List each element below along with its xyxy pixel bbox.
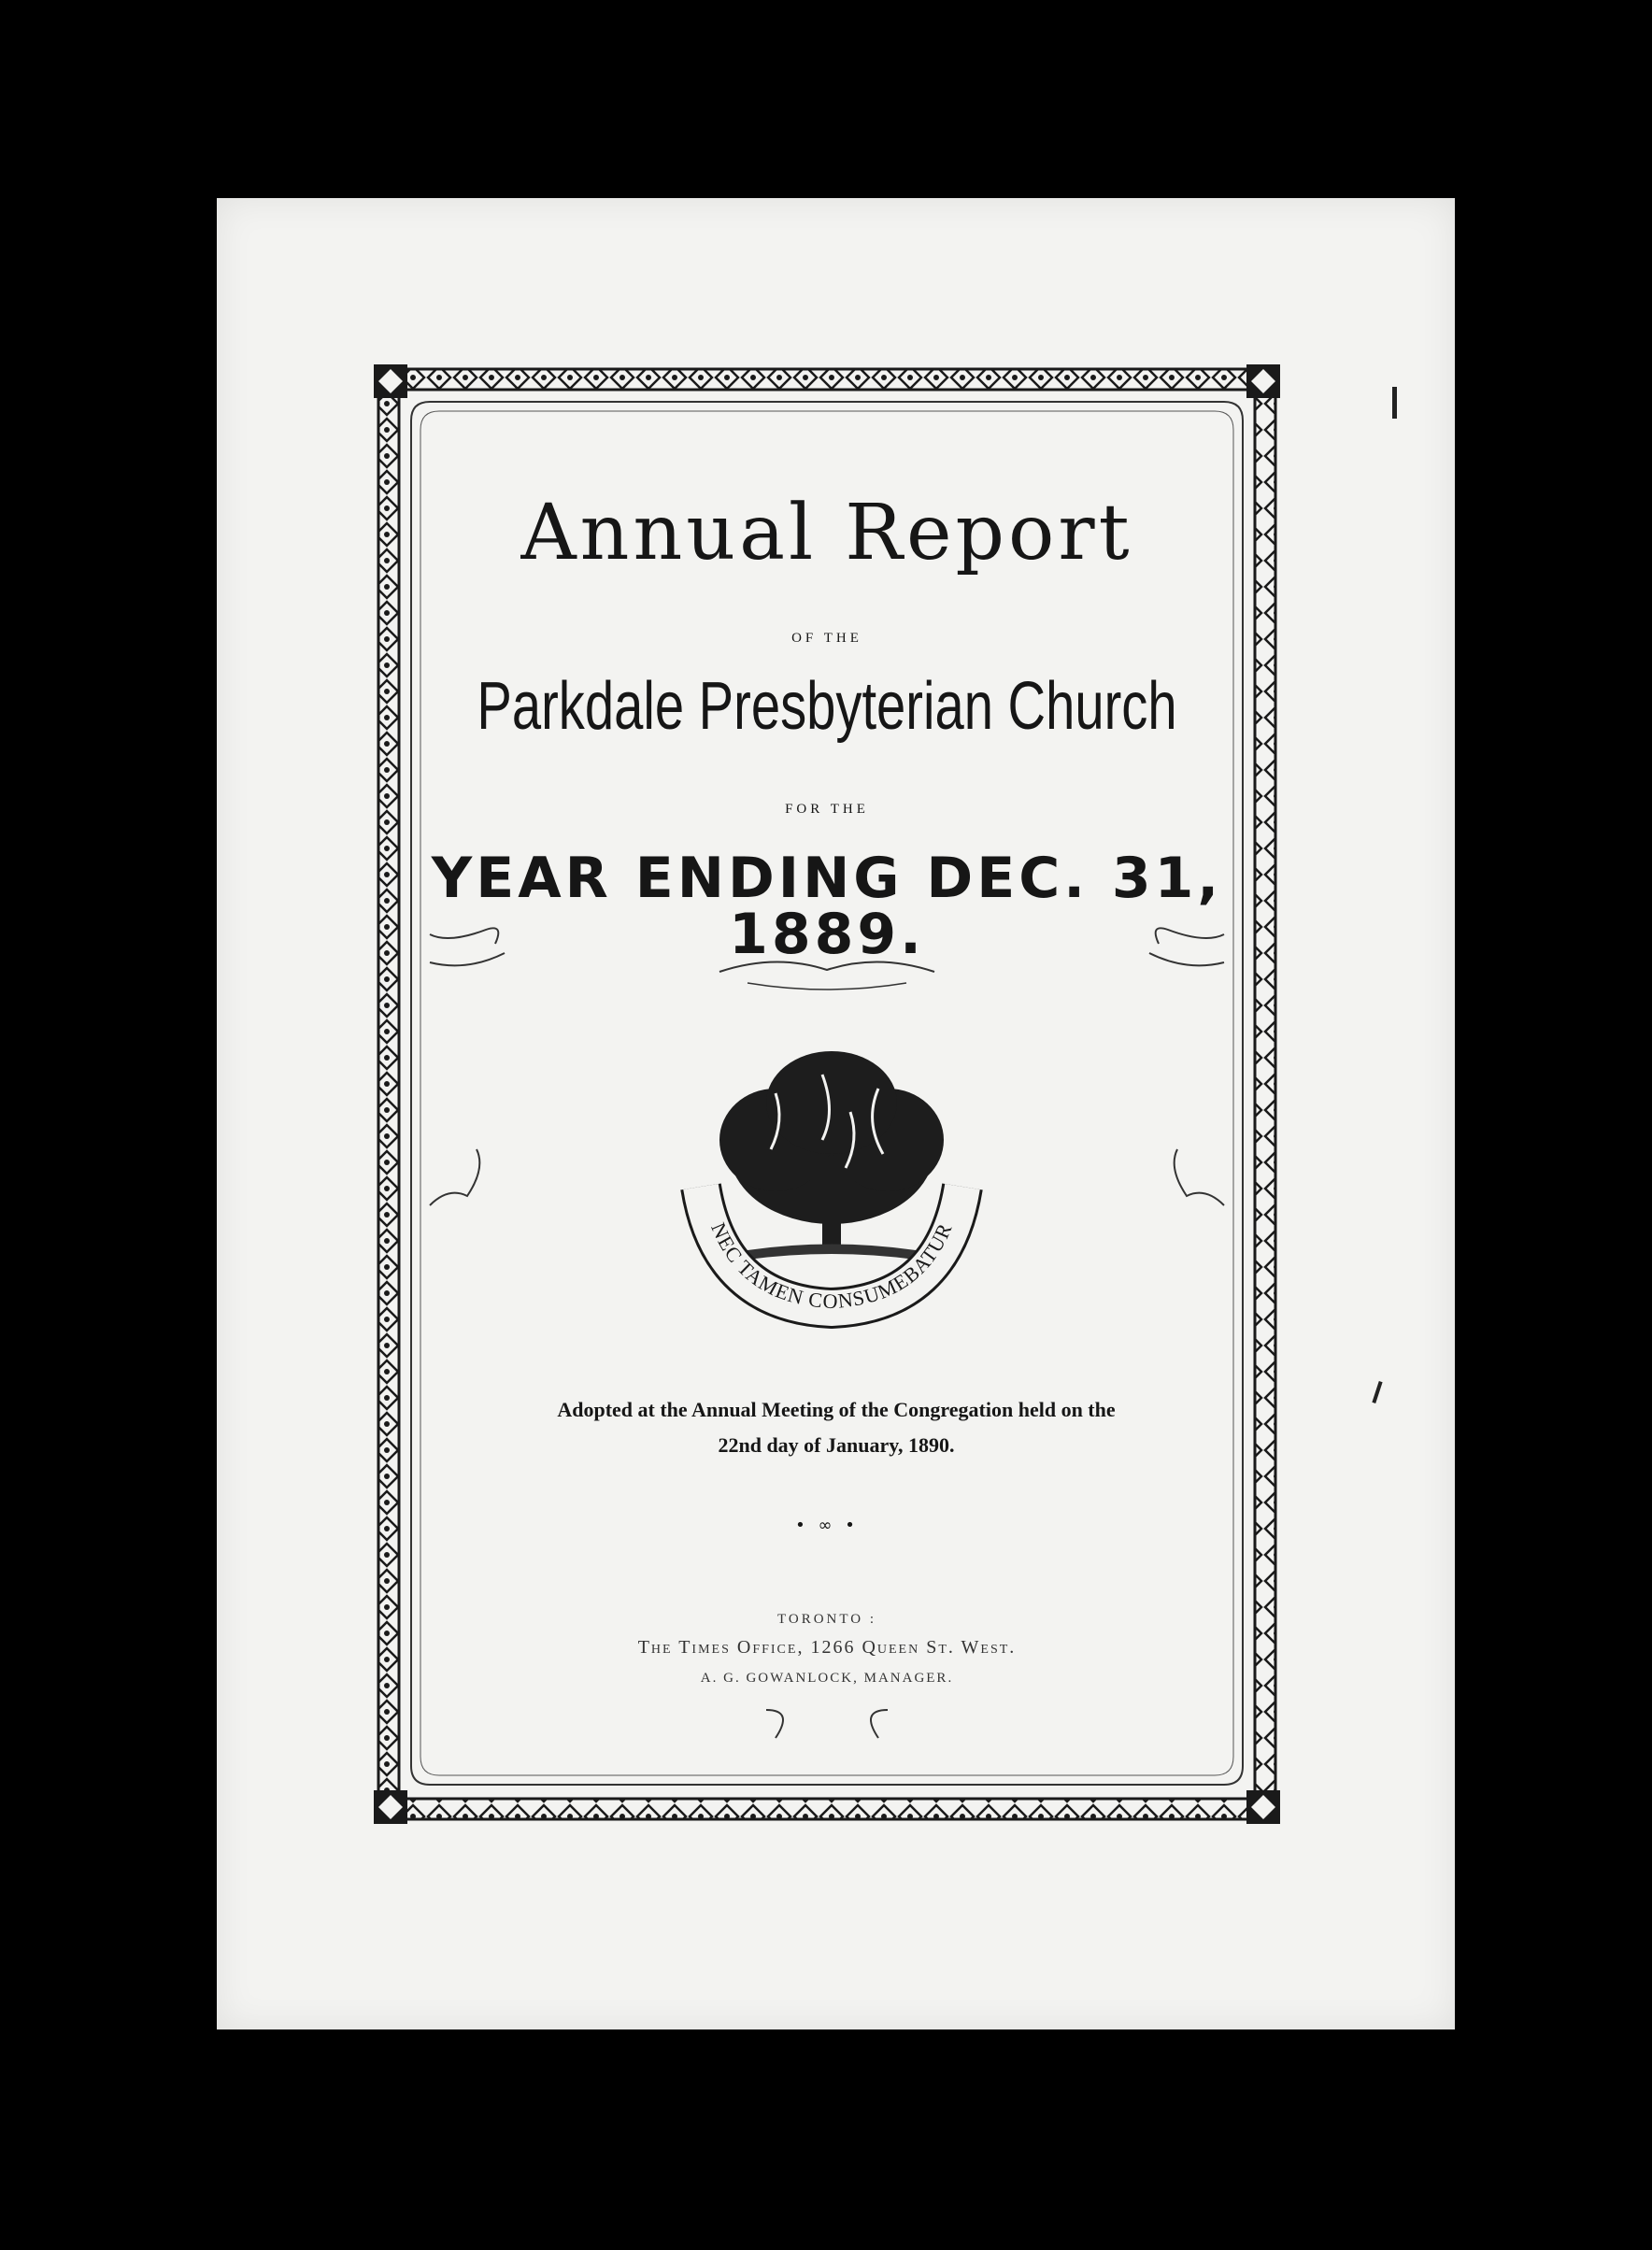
imprint-manager: A. G. GOWANLOCK, MANAGER. [700, 1671, 954, 1686]
imprint-printer: The Times Office, 1266 Queen St. West. [637, 1637, 1017, 1658]
adopted-line-2: 22nd day of January, 1890. [718, 1433, 955, 1457]
divider-ornament: • ∞ • [795, 1516, 859, 1535]
adopted-line-1: Adopted at the Annual Meeting of the Congregation held on the [557, 1398, 1116, 1421]
adopted-statement [430, 1392, 1243, 1463]
report-title-text: Annual Report [520, 489, 1133, 577]
of-the-label: OF THE [791, 631, 862, 646]
year-ending: YEAR ENDING DEC. 31, 1889. [431, 846, 1223, 967]
church-name: Parkdale Presbyterian Church [477, 669, 1177, 744]
imprint-city: TORONTO : [776, 1612, 877, 1627]
film-speck [1392, 387, 1397, 419]
for-the-label: FOR THE [785, 802, 869, 817]
title-page-content [374, 364, 1280, 1824]
burning-bush-emblem [663, 1037, 1000, 1346]
motto-text: NEC TAMEN CONSUMEBATUR [706, 1218, 957, 1314]
report-title [374, 489, 1280, 577]
